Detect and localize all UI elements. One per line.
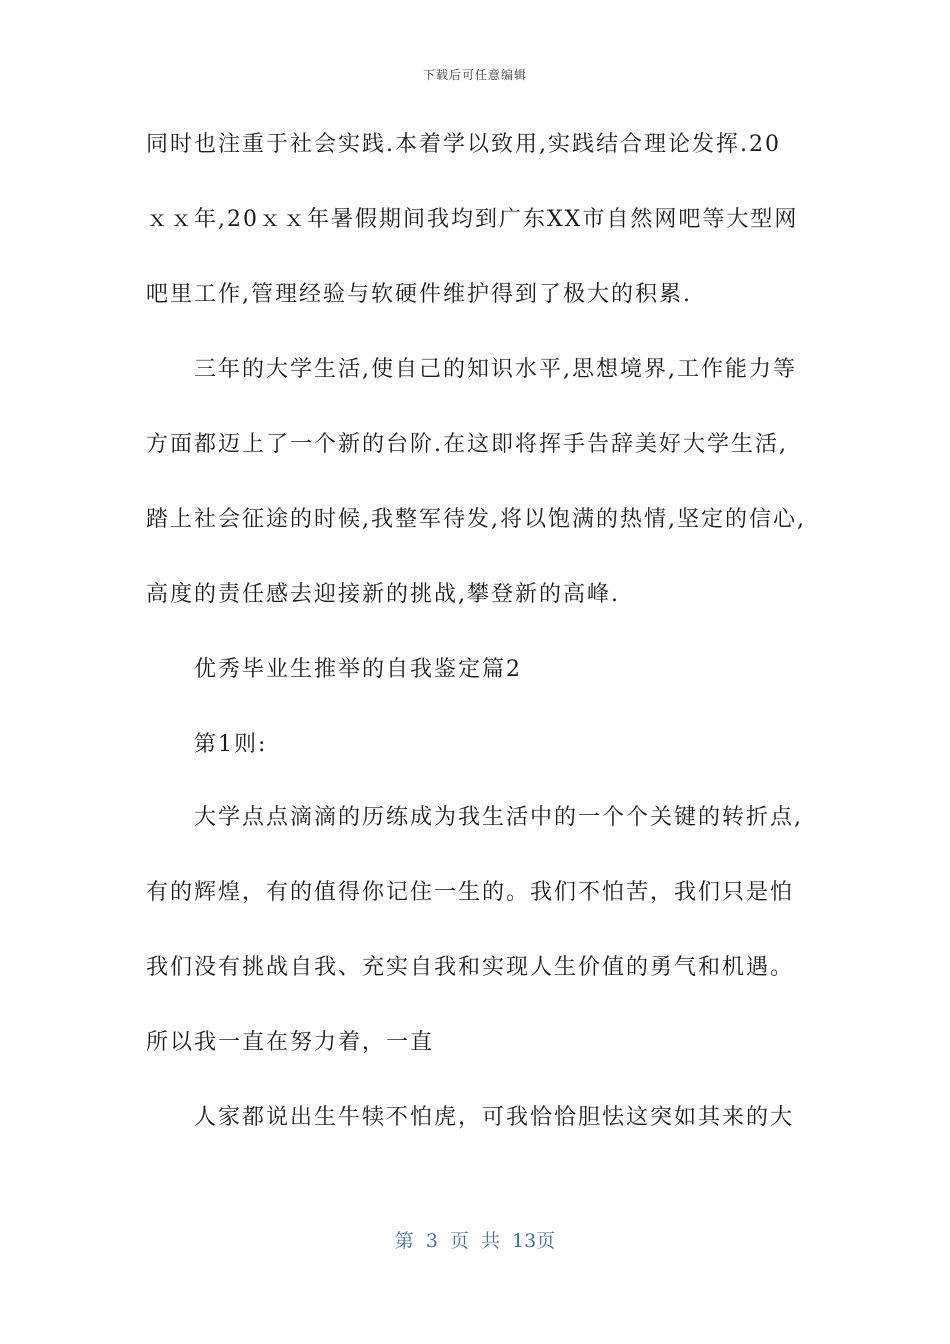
section-heading: 优秀毕业生推举的自我鉴定篇2: [194, 657, 522, 682]
body-line-14: 人家都说出生牛犊不怕虎，可我恰恰胆怯这突如其来的大: [194, 1105, 795, 1130]
body-line-13: 所以我一直在努力着，一直: [146, 1030, 435, 1055]
body-line-2: ｘｘ年,20ｘｘ年暑假期间我均到广东XX市自然网吧等大型网: [146, 207, 799, 232]
body-line-7: 高度的责任感去迎接新的挑战,攀登新的高峰.: [146, 582, 620, 607]
body-line-10: 大学点点滴滴的历练成为我生活中的一个个关键的转折点,: [194, 805, 803, 830]
subsection-heading: 第1则:: [194, 732, 268, 757]
body-line-11: 有的辉煌，有的值得你记住一生的。我们不怕苦，我们只是怕: [146, 880, 795, 905]
body-line-4: 三年的大学生活,使自己的知识水平,思想境界,工作能力等: [194, 357, 797, 382]
body-line-3: 吧里工作,管理经验与软硬件维护得到了极大的积累.: [146, 282, 692, 307]
body-line-6: 踏上社会征途的时候,我整军待发,将以饱满的热情,坚定的信心,: [146, 507, 806, 532]
body-line-12: 我们没有挑战自我、充实自我和实现人生价值的勇气和机遇。: [146, 955, 795, 980]
body-line-1: 同时也注重于社会实践.本着学以致用,实践结合理论发挥.20: [146, 132, 781, 157]
body-line-5: 方面都迈上了一个新的台阶.在这即将挥手告辞美好大学生活,: [146, 432, 788, 457]
page-footer: 第 3 页 共 13页: [394, 1230, 556, 1252]
page-header: 下载后可任意编辑: [422, 68, 527, 82]
